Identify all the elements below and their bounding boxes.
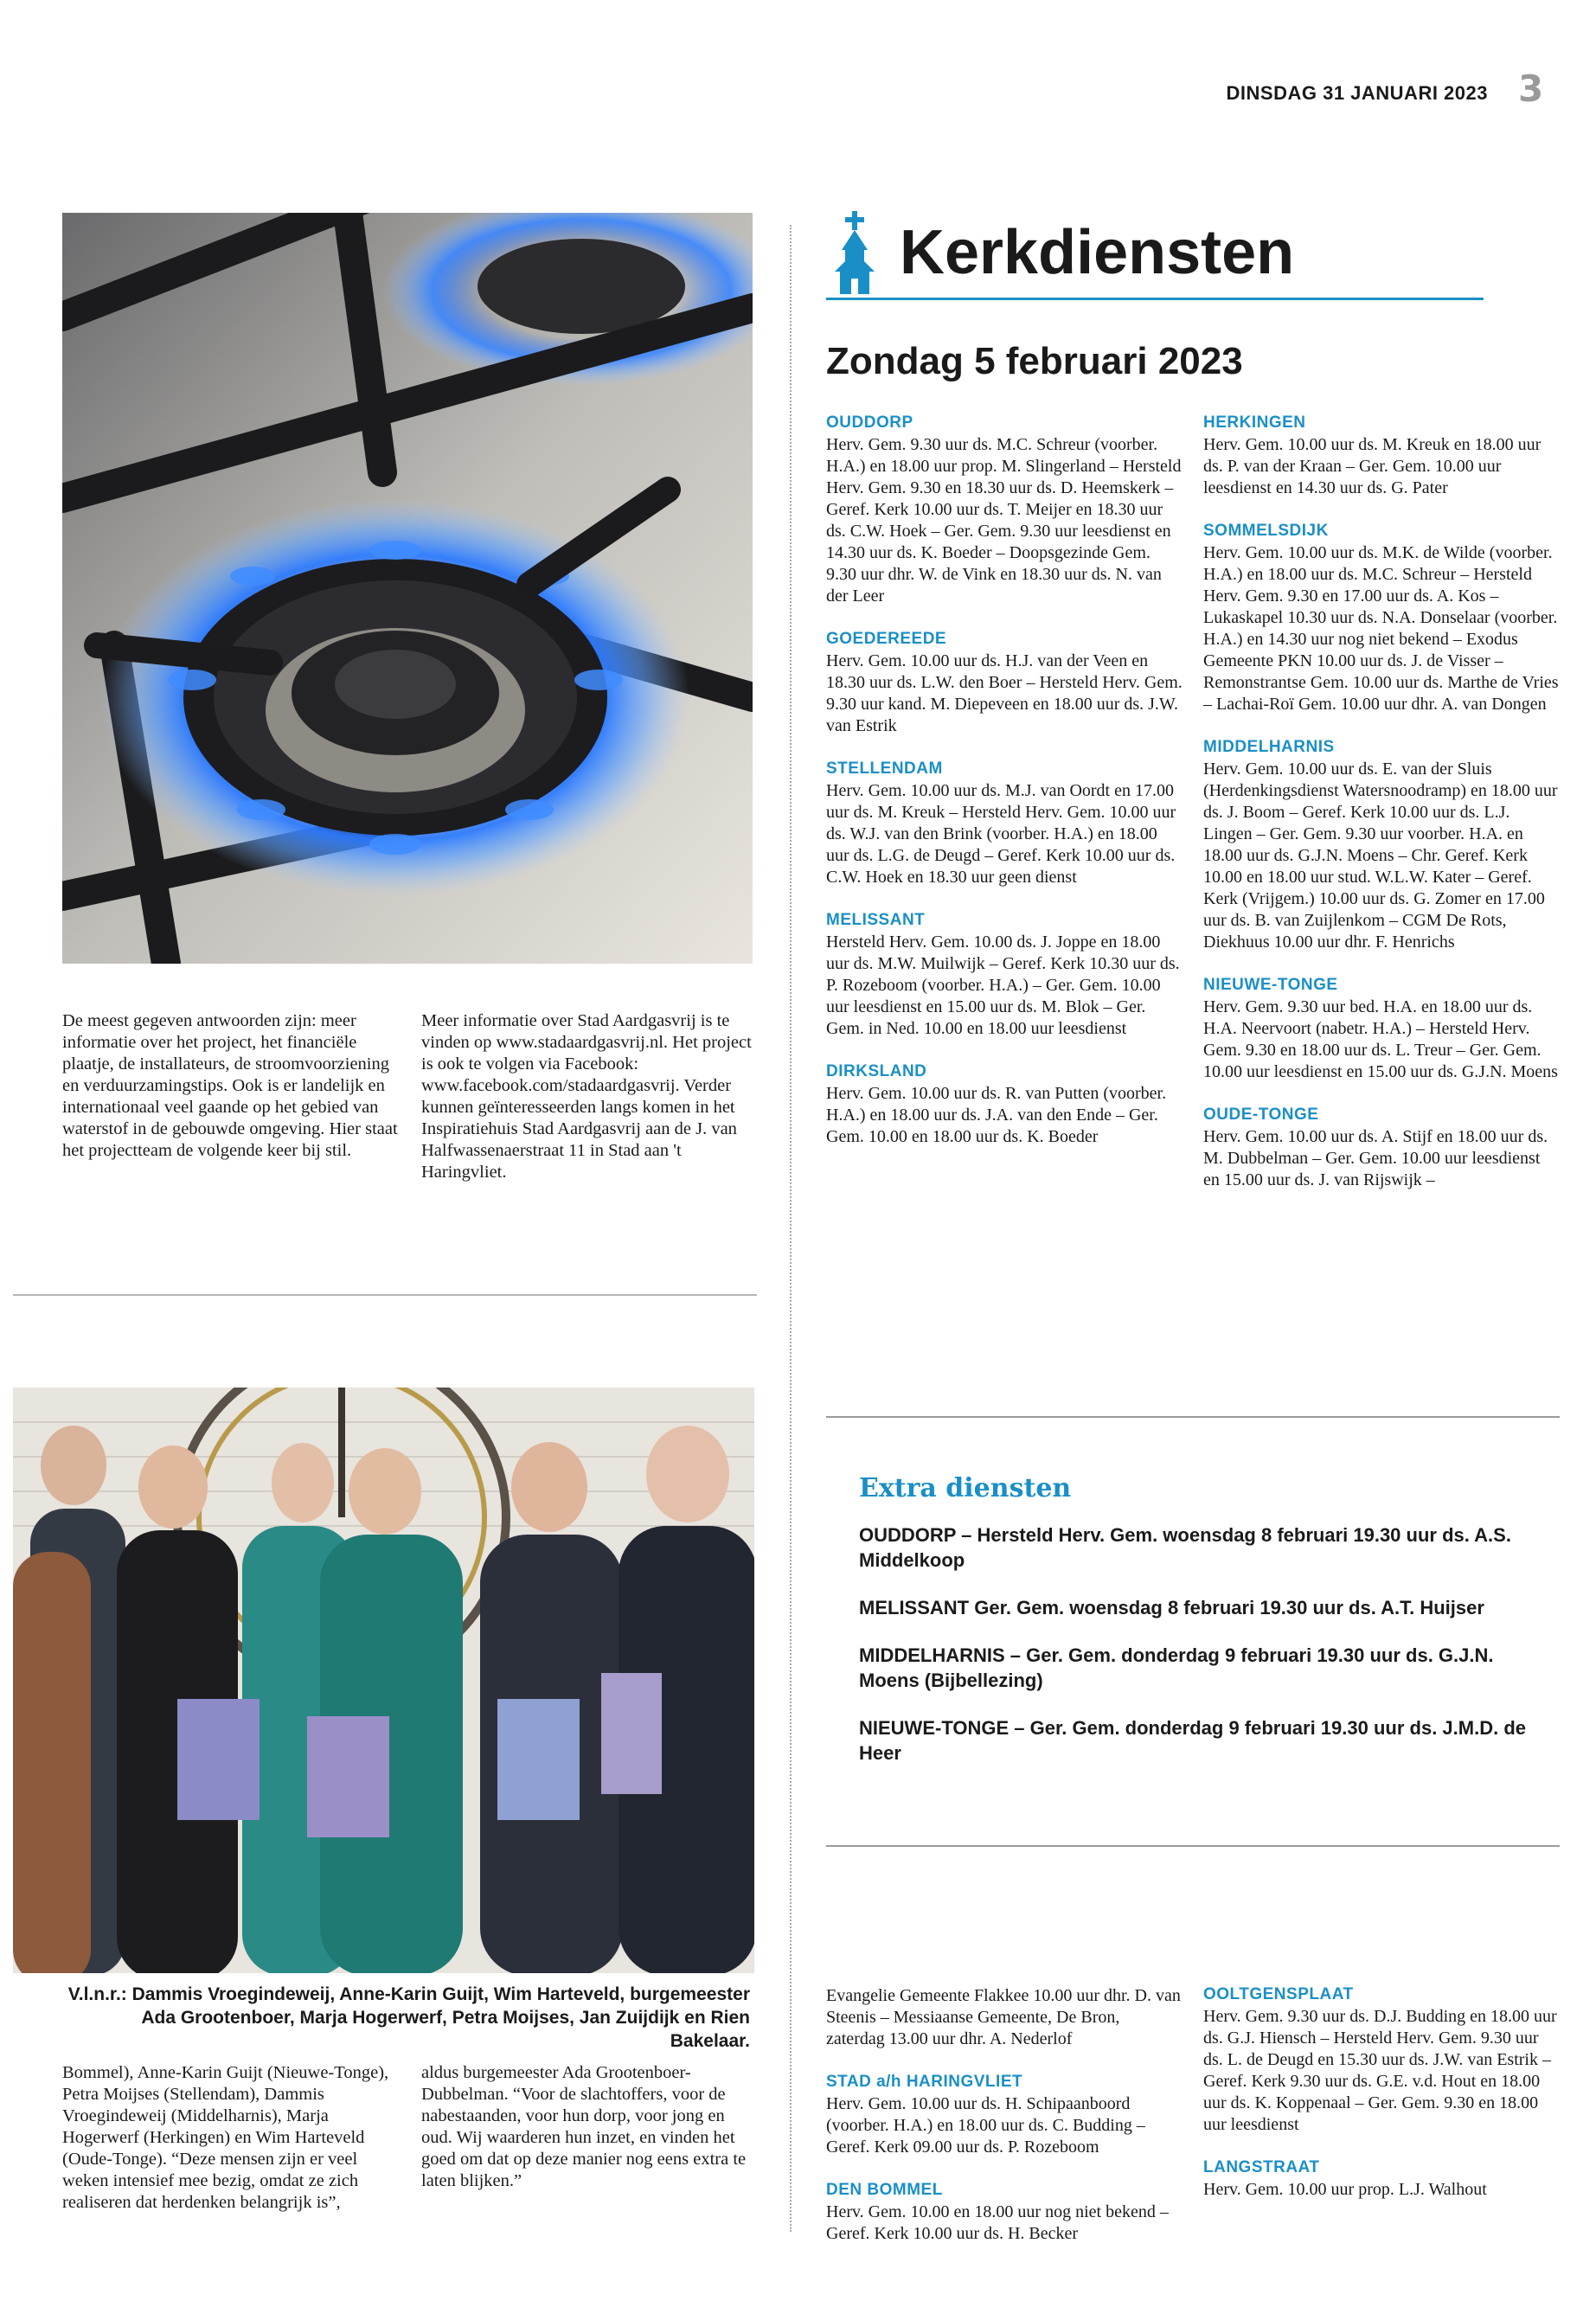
service-text: Herv. Gem. 10.00 uur ds. R. van Putten (voorber. H.A.) en 18.00 uur ds. J.A. van den Ende – Ger. Gem. 10.00 en 18.00 uur ds. K. Boeder [826, 1084, 1167, 1146]
church-listing [1203, 976, 1560, 1083]
town-name: OOLTGENSPLAAT [1203, 1985, 1354, 2003]
extra-services-list [859, 1522, 1534, 1788]
title-underline [826, 298, 1484, 300]
article-top-col2 [421, 1010, 757, 1183]
service-text: Hersteld Herv. Gem. 10.00 ds. J. Joppe en 18.00 uur ds. M.W. Muilwijk – Geref. Kerk 10.30 uur ds. P. Rozeboom (voorber. H.A.) – Ger. Gem. 10.00 uur leesdienst en 15.00 uur ds. M. Blok – Ger. Gem. in Ned. 10.00 en 18.00 uur leesdienst [826, 933, 1180, 1038]
town-name: DIRKSLAND [826, 1062, 927, 1080]
article-top-col1-text: De meest gegeven antwoorden zijn: meer informatie over het project, het financiële plaatje, de installateurs, de stroomvoorziening en verduurzamingstips. Ook is er landelijk en internationaal veel gaande op het gebied van waterstof in de gebouwde omgeving. Hier staat het projectteam de volgende keer bij stil. [62, 1011, 398, 1160]
church-icon [833, 211, 876, 298]
extra-service-item: MIDDELHARNIS – Ger. Gem. donderdag 9 februari 19.30 uur ds. G.J.N. Moens (Bijbellezing) [859, 1644, 1494, 1691]
church-listing [826, 760, 1183, 888]
church-listing [826, 911, 1183, 1040]
church-listing [1203, 1985, 1560, 2136]
article-top-col2-text: Meer informatie over Stad Aardgasvrij is te vinden op www.stadaardgasvrij.nl. Het project is ook te volgen via Facebook: www.facebook.com/stadaardgasvrij. Verder kunnen geïnteresseerden langs komen in het Inspiratiehuis Stad Aardgasvrij aan de J. van Halfwassenaerstraat 11 in Stad aan 't Haringvliet. [421, 1011, 752, 1182]
article-bottom-col2 [421, 2062, 757, 2192]
church-listing [1203, 2158, 1560, 2201]
extra-diensten-title: Extra diensten [859, 1473, 1072, 1503]
church-listing [826, 630, 1183, 737]
service-text: Herv. Gem. 10.00 uur ds. A. Stijf en 18.00 uur ds. M. Dubbelman – Ger. Gem. 10.00 uur leesdienst en 15.00 uur ds. J. van Rijswijk – [1203, 1127, 1548, 1189]
town-name: STAD a/h HARINGVLIET [826, 2073, 1023, 2091]
kerk-bottom-left [826, 1985, 1183, 2267]
article-top-col1 [62, 1010, 400, 1162]
kerk-col-left [826, 413, 1183, 1170]
kerk-bottom-right [1203, 1985, 1560, 2223]
gas-stove-photo [62, 213, 753, 964]
service-text: Herv. Gem. 10.00 en 18.00 uur nog niet bekend – Geref. Kerk 10.00 uur ds. H. Becker [826, 2202, 1169, 2243]
church-listing [1203, 522, 1560, 715]
column-divider [790, 225, 792, 2232]
town-name: HERKINGEN [1203, 413, 1306, 432]
town-name: LANGSTRAAT [1203, 2158, 1320, 2176]
group-photo [13, 1388, 754, 1973]
extra-service-item: MELISSANT Ger. Gem. woensdag 8 februari 19.30 uur ds. A.T. Huijser [859, 1597, 1484, 1618]
article-bottom-col1-text: Bommel), Anne-Karin Guijt (Nieuwe-Tonge), Petra Moijses (Stellendam), Dammis Vroegindeweij (Middelharnis), Marja Hogerwerf (Herkingen) en Wim Harteveld (Oude-Tonge). “Deze mensen zijn er veel weken intensief mee bezig, omdat ze zich realiseren dat herdenken belangrijk is”, [62, 2063, 389, 2212]
service-date-heading: Zondag 5 februari 2023 [826, 340, 1243, 382]
church-listing [826, 1062, 1183, 1148]
service-text: Herv. Gem. 10.00 uur ds. H. Schipaanboord (voorber. H.A.) en 18.00 uur ds. C. Budding – Geref. Kerk 09.00 uur ds. P. Rozeboom [826, 2094, 1145, 2157]
service-text: Herv. Gem. 10.00 uur prop. L.J. Walhout [1203, 2180, 1487, 2199]
town-name: MELISSANT [826, 911, 926, 929]
page-number: 3 [1518, 67, 1544, 110]
church-listing [826, 2181, 1183, 2245]
service-text: Herv. Gem. 9.30 uur ds. D.J. Budding en 18.00 uur ds. G.J. Hiensch – Hersteld Herv. Gem. 9.30 uur ds. L. de Deugd en 15.30 uur ds. J.W. van Estrik – Geref. Kerk 9.30 uur ds. G.E. v.d. Hout en 18.00 uur ds. K. Koppenaal – Ger. Gem. 9.30 en 18.00 uur leesdienst [1203, 2007, 1557, 2134]
church-listing [826, 413, 1183, 607]
kerkdiensten-title: Kerkdiensten [900, 218, 1295, 287]
church-listing [1203, 1106, 1560, 1191]
service-text: Herv. Gem. 10.00 uur ds. M.J. van Oordt en 17.00 uur ds. M. Kreuk – Hersteld Herv. Gem. 10.00 uur ds. W.J. van den Brink (voorber. H.A.) en 18.00 uur ds. L.G. de Deugd – Geref. Kerk 10.00 uur ds. C.W. Hoek en 18.30 uur geen dienst [826, 781, 1176, 887]
service-text: Evangelie Gemeente Flakkee 10.00 uur dhr. D. van Steenis – Messiaanse Gemeente, De Bron, zaterdag 13.00 uur dhr. A. Nederlof [826, 1986, 1181, 2048]
service-text: Herv. Gem. 10.00 uur ds. M.K. de Wilde (voorber. H.A.) en 18.00 uur ds. M.C. Schreur – Hersteld Herv. Gem. 9.30 en 17.00 uur ds. A. Kos – Lukaskapel 10.30 uur ds. N.A. Donselaar (voorber. H.A.) en 14.30 uur nog niet bekend – Exodus Gemeente PKN 10.00 uur ds. J. de Visser – Remonstrantse Gem. 10.00 uur ds. Marthe de Vries – Lachai-Roï Gem. 10.00 uur dhr. A. van Dongen [1203, 543, 1559, 714]
section-divider [13, 1294, 757, 1296]
town-name: STELLENDAM [826, 760, 943, 778]
kerk-col-right [1203, 413, 1560, 1214]
town-name: GOEDEREEDE [826, 630, 947, 648]
extra-service-item: NIEUWE-TONGE – Ger. Gem. donderdag 9 februari 19.30 uur ds. J.M.D. de Heer [859, 1717, 1526, 1764]
town-name: OUDE-TONGE [1203, 1106, 1319, 1124]
town-name: SOMMELSDIJK [1203, 522, 1329, 540]
town-name: OUDDORP [826, 413, 913, 432]
group-photo-caption: V.l.n.r.: Dammis Vroegindeweij, Anne-Karin Guijt, Wim Harteveld, burgemeester Ada Grootenboer, Marja Hogerwerf, Petra Moijses, Jan Zuijdijk en Rien Bakelaar. [67, 1984, 750, 2051]
church-listing [1203, 738, 1560, 953]
extra-top-rule [826, 1416, 1560, 1418]
extra-service-item: OUDDORP – Hersteld Herv. Gem. woensdag 8 februari 19.30 uur ds. A.S. Middelkoop [859, 1524, 1511, 1571]
group-photo-illustration [13, 1388, 754, 1973]
gas-stove-illustration [62, 213, 753, 964]
church-listing [1203, 413, 1560, 499]
service-text: Herv. Gem. 9.30 uur bed. H.A. en 18.00 uur ds. H.A. Neervoort (nabetr. H.A.) – Hersteld Herv. Gem. 9.30 en 18.00 uur ds. L. Treur – Ger. Gem. 10.00 uur leesdienst en 15.00 uur ds. G.J.N. Moens [1203, 997, 1558, 1081]
service-text: Herv. Gem. 10.00 uur ds. H.J. van der Veen en 18.30 uur ds. L.W. den Boer – Hersteld Herv. Gem. 9.30 uur kand. M. Diepeveen en 18.00 uur ds. J.W. van Estrik [826, 651, 1183, 735]
service-text: Herv. Gem. 9.30 uur ds. M.C. Schreur (voorber. H.A.) en 18.00 uur prop. M. Slingerland – Hersteld Herv. Gem. 9.30 en 18.30 uur ds. D. Heemskerk – Geref. Kerk 10.00 uur ds. T. Meijer en 18.30 uur ds. C.W. Hoek – Ger. Gem. 9.30 uur leesdienst en 14.30 uur ds. K. Boeder – Doopsgezinde Gem. 9.30 uur dhr. W. de Vink en 18.30 uur ds. N. van der Leer [826, 435, 1182, 606]
town-name: NIEUWE-TONGE [1203, 976, 1338, 994]
church-listing [826, 2073, 1183, 2158]
service-text: Herv. Gem. 10.00 uur ds. M. Kreuk en 18.00 uur ds. P. van der Kraan – Ger. Gem. 10.00 uur leesdienst en 14.30 uur ds. G. Pater [1203, 435, 1542, 497]
extra-bottom-rule [826, 1845, 1560, 1847]
issue-date: DINSDAG 31 JANUARI 2023 [1226, 82, 1488, 104]
town-name: DEN BOMMEL [826, 2181, 943, 2199]
article-bottom-col2-text: aldus burgemeester Ada Grootenboer-Dubbelman. “Voor de slachtoffers, voor de nabestaanden, voor hun dorp, voor jong en oud. Wij waarderen hun inzet, en vinden het goed om dat op deze manier nog eens extra te laten blijken.” [421, 2063, 747, 2190]
service-text: Herv. Gem. 10.00 uur ds. E. van der Sluis (Herdenkingsdienst Watersnoodramp) en 18.00 uur ds. J. Boom – Geref. Kerk 10.00 uur ds. L.J. Lingen – Ger. Gem. 9.30 uur voorber. H.A. en 18.00 uur ds. G.J.N. Moens – Chr. Geref. Kerk 10.00 en 18.00 uur stud. W.L.W. Kater – Geref. Kerk (Vrijgem.) 10.00 uur ds. G. Zomer en 17.00 uur ds. B. van Zuijlenkom – CGM De Rots, Diekhuus 10.00 uur dhr. F. Henrichs [1203, 760, 1558, 952]
article-bottom-col1 [62, 2062, 404, 2214]
town-name: MIDDELHARNIS [1203, 738, 1335, 756]
